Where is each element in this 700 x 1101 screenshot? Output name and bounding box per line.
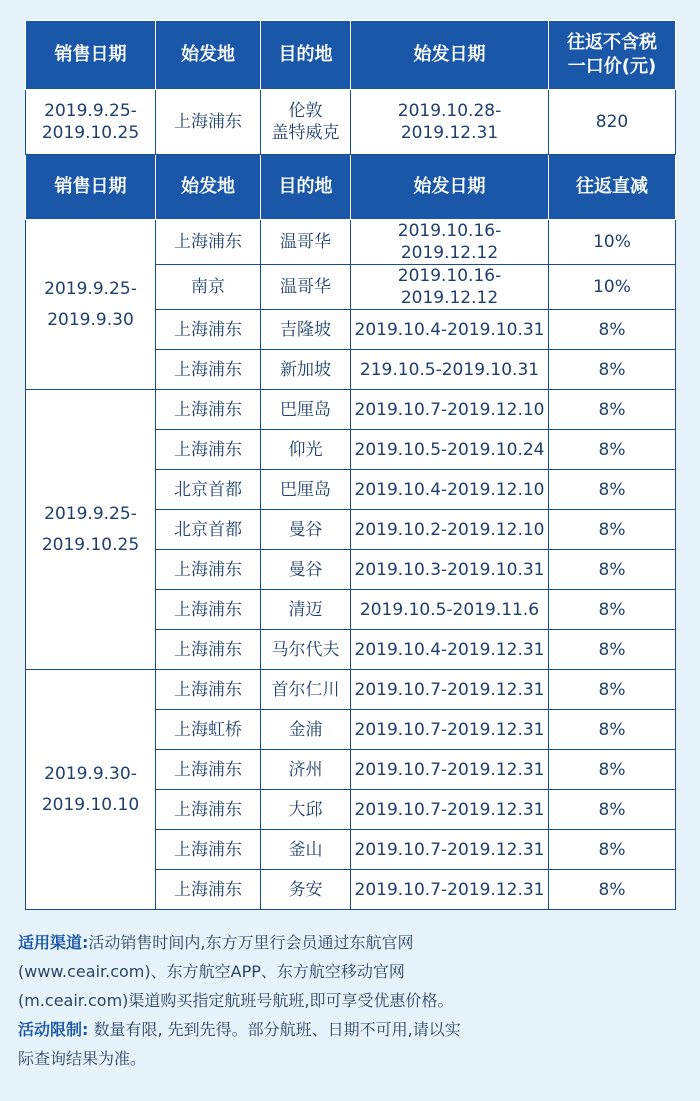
travel-date-cell: 2019.10.16-2019.12.12 <box>351 265 549 310</box>
limit-text-line: 数量有限, 先到先得。部分航班、日期不可用,请以实 <box>93 1020 461 1039</box>
limit-label: 活动限制: <box>18 1020 89 1039</box>
origin-cell: 上海浦东 <box>156 790 261 830</box>
discount-cell: 10% <box>549 220 676 265</box>
travel-date-cell: 2019.10.28-2019.12.31 <box>351 90 549 155</box>
fare-tables <box>25 20 675 910</box>
destination-cell: 济州 <box>261 750 351 790</box>
origin-cell: 上海浦东 <box>156 390 261 430</box>
origin-cell: 上海浦东 <box>156 430 261 470</box>
col-header-destination: 目的地 <box>261 21 351 90</box>
travel-date-cell: 2019.10.2-2019.12.10 <box>351 510 549 550</box>
origin-cell: 上海浦东 <box>156 550 261 590</box>
header-row-fixed-price <box>26 21 676 90</box>
origin-cell: 北京首都 <box>156 470 261 510</box>
table-row <box>26 670 676 710</box>
price-cell: 820 <box>549 90 676 155</box>
travel-date-cell: 2019.10.5-2019.10.24 <box>351 430 549 470</box>
discount-cell: 8% <box>549 550 676 590</box>
destination-cell: 伦敦 盖特威克 <box>261 90 351 155</box>
destination-cell: 大邱 <box>261 790 351 830</box>
origin-cell: 上海浦东 <box>156 310 261 350</box>
discount-cell: 8% <box>549 350 676 390</box>
channel-text-line: 活动销售时间内,东方万里行会员通过东航官网 <box>88 933 414 952</box>
fare-table <box>25 20 676 910</box>
destination-cell: 新加坡 <box>261 350 351 390</box>
origin-cell: 上海虹桥 <box>156 710 261 750</box>
destination-cell: 曼谷 <box>261 510 351 550</box>
destination-cell: 吉隆坡 <box>261 310 351 350</box>
col-header-travel-date: 始发日期 <box>351 21 549 90</box>
travel-date-cell: 2019.10.7-2019.12.31 <box>351 750 549 790</box>
col-header-travel-date: 始发日期 <box>351 155 549 220</box>
sale-date-cell: 2019.9.25- 2019.10.25 <box>26 390 156 670</box>
channel-label: 适用渠道: <box>18 933 89 952</box>
discount-cell: 8% <box>549 790 676 830</box>
limit-note <box>18 1015 683 1044</box>
col-header-discount: 往返直减 <box>549 155 676 220</box>
origin-cell: 上海浦东 <box>156 350 261 390</box>
col-header-sale-date: 销售日期 <box>26 21 156 90</box>
discount-cell: 8% <box>549 830 676 870</box>
sale-date-cell: 2019.9.25- 2019.10.25 <box>26 90 156 155</box>
discount-cell: 8% <box>549 590 676 630</box>
discount-cell: 8% <box>549 310 676 350</box>
travel-date-cell: 2019.10.4-2019.10.31 <box>351 310 549 350</box>
col-header-origin: 始发地 <box>156 21 261 90</box>
channel-note-line: (www.ceair.com)、东方航空APP、东方航空移动官网 <box>18 962 405 981</box>
discount-cell: 8% <box>549 510 676 550</box>
col-header-sale-date: 销售日期 <box>26 155 156 220</box>
discount-cell: 8% <box>549 630 676 670</box>
travel-date-cell: 2019.10.7-2019.12.31 <box>351 870 549 910</box>
travel-date-cell: 2019.10.7-2019.12.31 <box>351 710 549 750</box>
travel-date-cell: 2019.10.7-2019.12.31 <box>351 790 549 830</box>
origin-cell: 上海浦东 <box>156 220 261 265</box>
limit-note-line: 际查询结果为准。 <box>18 1049 147 1068</box>
discount-cell: 8% <box>549 750 676 790</box>
destination-cell: 清迈 <box>261 590 351 630</box>
discount-rows <box>26 220 676 910</box>
origin-cell: 上海浦东 <box>156 90 261 155</box>
discount-cell: 8% <box>549 390 676 430</box>
destination-cell: 温哥华 <box>261 265 351 310</box>
col-header-destination: 目的地 <box>261 155 351 220</box>
origin-cell: 上海浦东 <box>156 830 261 870</box>
discount-cell: 10% <box>549 265 676 310</box>
discount-cell: 8% <box>549 710 676 750</box>
table-row <box>26 90 676 155</box>
sale-date-cell: 2019.9.25- 2019.9.30 <box>26 220 156 390</box>
travel-date-cell: 2019.10.5-2019.11.6 <box>351 590 549 630</box>
channel-note-line: (m.ceair.com)渠道购买指定航班号航班,即可享受优惠价格。 <box>18 991 454 1010</box>
discount-cell: 8% <box>549 470 676 510</box>
travel-date-cell: 2019.10.3-2019.10.31 <box>351 550 549 590</box>
sale-date-cell: 2019.9.30- 2019.10.10 <box>26 670 156 910</box>
travel-date-cell: 219.10.5-2019.10.31 <box>351 350 549 390</box>
channel-note <box>18 928 683 957</box>
col-header-price: 往返不含税 一口价(元) <box>549 21 676 90</box>
table-row <box>26 390 676 430</box>
travel-date-cell: 2019.10.7-2019.12.31 <box>351 830 549 870</box>
origin-cell: 上海浦东 <box>156 590 261 630</box>
origin-cell: 上海浦东 <box>156 870 261 910</box>
origin-cell: 上海浦东 <box>156 670 261 710</box>
destination-cell: 巴厘岛 <box>261 390 351 430</box>
travel-date-cell: 2019.10.4-2019.12.10 <box>351 470 549 510</box>
travel-date-cell: 2019.10.4-2019.12.31 <box>351 630 549 670</box>
header-row-discount <box>26 155 676 220</box>
origin-cell: 南京 <box>156 265 261 310</box>
terms-notes <box>18 928 683 1073</box>
travel-date-cell: 2019.10.7-2019.12.31 <box>351 670 549 710</box>
destination-cell: 马尔代夫 <box>261 630 351 670</box>
discount-cell: 8% <box>549 430 676 470</box>
origin-cell: 上海浦东 <box>156 630 261 670</box>
origin-cell: 上海浦东 <box>156 750 261 790</box>
destination-cell: 务安 <box>261 870 351 910</box>
travel-date-cell: 2019.10.7-2019.12.10 <box>351 390 549 430</box>
destination-cell: 巴厘岛 <box>261 470 351 510</box>
destination-cell: 金浦 <box>261 710 351 750</box>
destination-cell: 首尔仁川 <box>261 670 351 710</box>
destination-cell: 曼谷 <box>261 550 351 590</box>
destination-cell: 温哥华 <box>261 220 351 265</box>
destination-cell: 仰光 <box>261 430 351 470</box>
destination-cell: 釜山 <box>261 830 351 870</box>
col-header-origin: 始发地 <box>156 155 261 220</box>
discount-cell: 8% <box>549 870 676 910</box>
discount-cell: 8% <box>549 670 676 710</box>
origin-cell: 北京首都 <box>156 510 261 550</box>
travel-date-cell: 2019.10.16-2019.12.12 <box>351 220 549 265</box>
table-row <box>26 220 676 265</box>
